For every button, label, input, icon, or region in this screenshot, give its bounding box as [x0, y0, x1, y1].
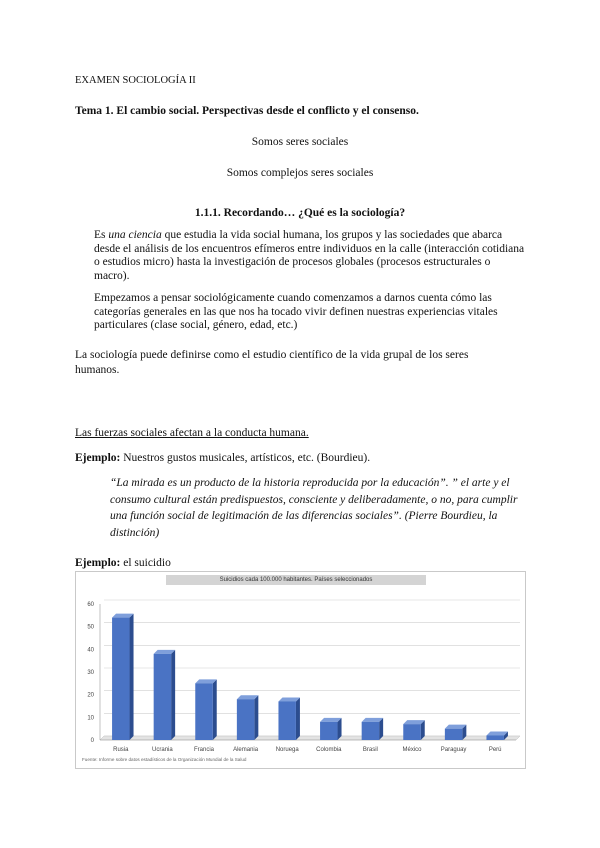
section-heading: 1.1.1. Recordando… ¿Qué es la sociología?	[194, 207, 406, 219]
example-suicide	[75, 556, 171, 571]
definition-prefix: Es	[94, 229, 109, 241]
x-tick-label: Ucrania	[152, 747, 173, 753]
x-tick-label: Paraguay	[440, 747, 467, 753]
y-tick-label: 30	[87, 670, 94, 676]
bar	[112, 618, 129, 740]
social-forces-heading: Las fuerzas sociales afectan a la conducta humana.	[75, 427, 309, 439]
definition-paragraph	[94, 229, 526, 283]
chart-source: Fuente: Informe sobre datos estadísticos de la Organización Mundial de la Salud	[82, 757, 247, 762]
bar-side	[213, 679, 217, 740]
bar	[362, 722, 379, 740]
definition-emphasis: una ciencia	[108, 229, 162, 241]
bar	[237, 699, 254, 740]
exam-header: EXAMEN SOCIOLOGÍA II	[75, 75, 196, 86]
bar-side	[130, 614, 134, 740]
y-tick-label: 0	[90, 738, 94, 744]
example-text: el suicidio	[120, 557, 171, 569]
definition-body: que estudia la vida social humana, los grupos y las sociedades que abarca desde el análisis de los encuentros efímeros entre individuos en la calle (interacción cotidiana o estudios micro) hasta la investigación de procesos globales (procesos estructurales o macro).	[94, 229, 525, 282]
example-music	[75, 451, 370, 466]
bar	[278, 701, 295, 740]
chart-plot	[76, 572, 525, 768]
chart-title: Suicidios cada 100.000 habitantes. Países seleccionados	[219, 577, 373, 583]
y-tick-label: 10	[87, 715, 94, 722]
sociology-definition: La sociología puede definirse como el estudio científico de la vida grupal de los seres humanos.	[75, 349, 469, 376]
bar	[320, 722, 337, 740]
bar-side	[296, 697, 300, 740]
bar	[445, 729, 462, 740]
x-tick-label: Brasil	[362, 747, 378, 753]
bar-side	[254, 695, 258, 740]
x-tick-label: Alemania	[233, 747, 259, 753]
bar	[486, 735, 503, 740]
statement-social-beings: Somos seres sociales	[251, 136, 349, 148]
topic-title: Tema 1. El cambio social. Perspectivas desde el conflicto y el consenso.	[75, 105, 419, 117]
bar	[195, 683, 212, 740]
y-tick-label: 20	[87, 692, 94, 699]
example-label: Ejemplo:	[75, 452, 121, 464]
statement-complex-beings: Somos complejos seres sociales	[226, 167, 374, 179]
thinking-paragraph: Empezamos a pensar sociológicamente cuando comenzamos a darnos cuenta cómo las categorías generales en las que nos ha tocado vivir definen nuestras experiencias vitales particulares (clase social, género, edad, etc.)	[94, 292, 498, 331]
example-text: Nuestros gustos musicales, artísticos, etc. (Bourdieu).	[120, 452, 371, 464]
x-tick-label: Colombia	[316, 747, 342, 753]
example-label: Ejemplo:	[75, 557, 121, 569]
x-tick-label: Noruega	[275, 747, 299, 753]
y-tick-label: 50	[87, 624, 94, 631]
x-tick-label: Perú	[488, 747, 502, 753]
bar	[403, 724, 420, 740]
y-tick-label: 60	[87, 602, 94, 608]
x-tick-label: México	[402, 747, 422, 753]
bourdieu-quote: “La mirada es un producto de la historia reproducida por la educación”. ” el arte y el consumo cultural están predispuestos, consciente y deliberadamente, o no, para cumplir una función social de legitimación de las diferencias sociales”. (Pierre Bourdieu, la distinción)	[110, 477, 518, 539]
bar-side	[171, 650, 175, 740]
bar	[154, 654, 171, 740]
x-tick-label: Francia	[193, 747, 215, 753]
y-tick-label: 40	[87, 647, 94, 654]
x-tick-label: Rusia	[113, 747, 129, 753]
suicide-chart	[75, 571, 526, 769]
